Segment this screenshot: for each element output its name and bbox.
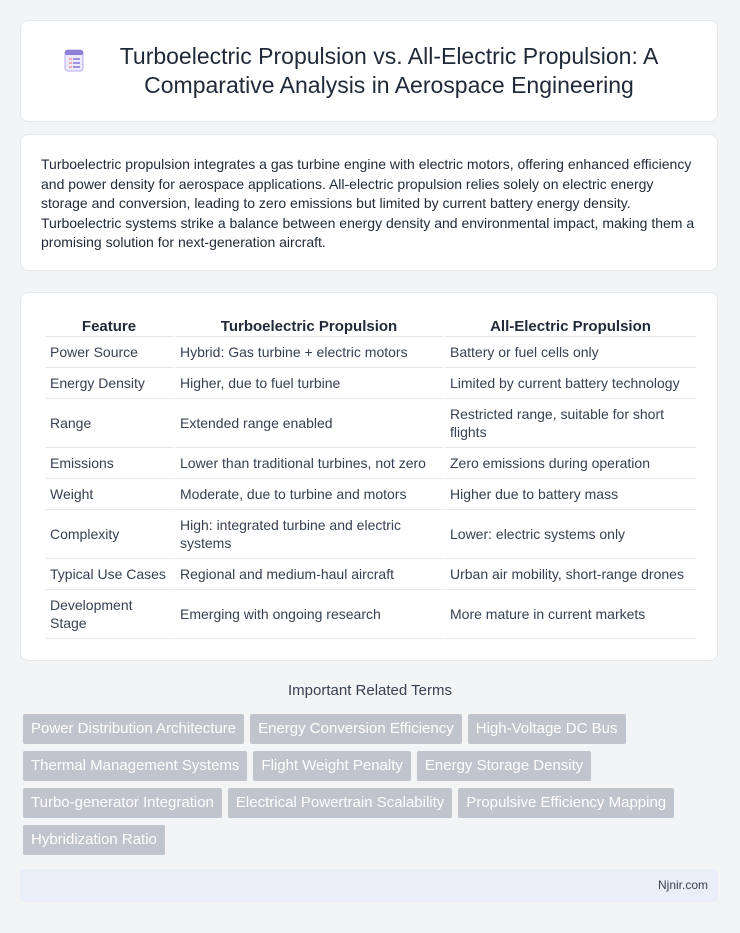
all-electric-cell: Zero emissions during operation [445, 448, 696, 479]
related-term-tag[interactable]: Energy Storage Density [417, 751, 591, 781]
related-term-tag[interactable]: Thermal Management Systems [23, 751, 247, 781]
all-electric-cell: Battery or fuel cells only [445, 337, 696, 368]
related-terms-list [23, 714, 723, 862]
related-term-tag[interactable]: Propulsive Efficiency Mapping [458, 788, 674, 818]
feature-cell: Typical Use Cases [45, 559, 173, 590]
turboelectric-cell: Regional and medium-haul aircraft [175, 559, 443, 590]
feature-cell: Energy Density [45, 368, 173, 399]
related-term-tag[interactable]: Flight Weight Penalty [253, 751, 410, 781]
related-term-tag[interactable]: Electrical Powertrain Scalability [228, 788, 452, 818]
all-electric-cell: More mature in current markets [445, 590, 696, 639]
related-term-tag[interactable]: Hybridization Ratio [23, 825, 165, 855]
turboelectric-cell: High: integrated turbine and electric systems [175, 510, 443, 559]
table-row [45, 368, 696, 399]
all-electric-cell: Limited by current battery technology [445, 368, 696, 399]
all-electric-cell: Lower: electric systems only [445, 510, 696, 559]
all-electric-cell: Higher due to battery mass [445, 479, 696, 510]
related-term-tag[interactable]: High-Voltage DC Bus [468, 714, 626, 744]
feature-cell: Emissions [45, 448, 173, 479]
header-feature: Feature [45, 315, 173, 337]
related-term-tag[interactable]: Energy Conversion Efficiency [250, 714, 462, 744]
turboelectric-cell: Hybrid: Gas turbine + electric motors [175, 337, 443, 368]
title-card [20, 20, 718, 122]
table-row [45, 399, 696, 448]
feature-cell: Development Stage [45, 590, 173, 639]
footer-site-link[interactable]: Njnir.com [657, 878, 708, 892]
table-row [45, 479, 696, 510]
page-title: Turboelectric Propulsion vs. All-Electric Propulsion: A Comparative Analysis in Aerospace Engineering [119, 43, 659, 98]
footer [20, 869, 718, 902]
comparison-table [43, 315, 698, 639]
turboelectric-cell: Extended range enabled [175, 399, 443, 448]
related-terms-heading: Important Related Terms [288, 682, 452, 699]
turboelectric-cell: Moderate, due to turbine and motors [175, 479, 443, 510]
related-term-tag[interactable]: Power Distribution Architecture [23, 714, 244, 744]
table-row [45, 337, 696, 368]
all-electric-cell: Urban air mobility, short-range drones [445, 559, 696, 590]
table-header-row [45, 315, 696, 337]
table-row [45, 510, 696, 559]
document-icon [61, 47, 87, 73]
intro-paragraph: Turboelectric propulsion integrates a gas turbine engine with electric motors, offering enhanced efficiency and power density for aerospace applications. All-electric propulsion relies solely on electric energy storage and conversion, leading to zero emissions but limited by current battery energy density. Turboelectric systems strike a balance between energy density and environmental impact, making them a promising solution for next-generation aircraft. [41, 156, 695, 250]
related-term-tag[interactable]: Turbo-generator Integration [23, 788, 222, 818]
feature-cell: Range [45, 399, 173, 448]
feature-cell: Weight [45, 479, 173, 510]
turboelectric-cell: Lower than traditional turbines, not zero [175, 448, 443, 479]
intro-card [20, 134, 718, 271]
comparison-card [20, 292, 718, 661]
header-turboelectric: Turboelectric Propulsion [175, 315, 443, 337]
table-row [45, 448, 696, 479]
table-row [45, 590, 696, 639]
header-all-electric: All-Electric Propulsion [445, 315, 696, 337]
table-row [45, 559, 696, 590]
feature-cell: Power Source [45, 337, 173, 368]
all-electric-cell: Restricted range, suitable for short flights [445, 399, 696, 448]
turboelectric-cell: Higher, due to fuel turbine [175, 368, 443, 399]
feature-cell: Complexity [45, 510, 173, 559]
turboelectric-cell: Emerging with ongoing research [175, 590, 443, 639]
